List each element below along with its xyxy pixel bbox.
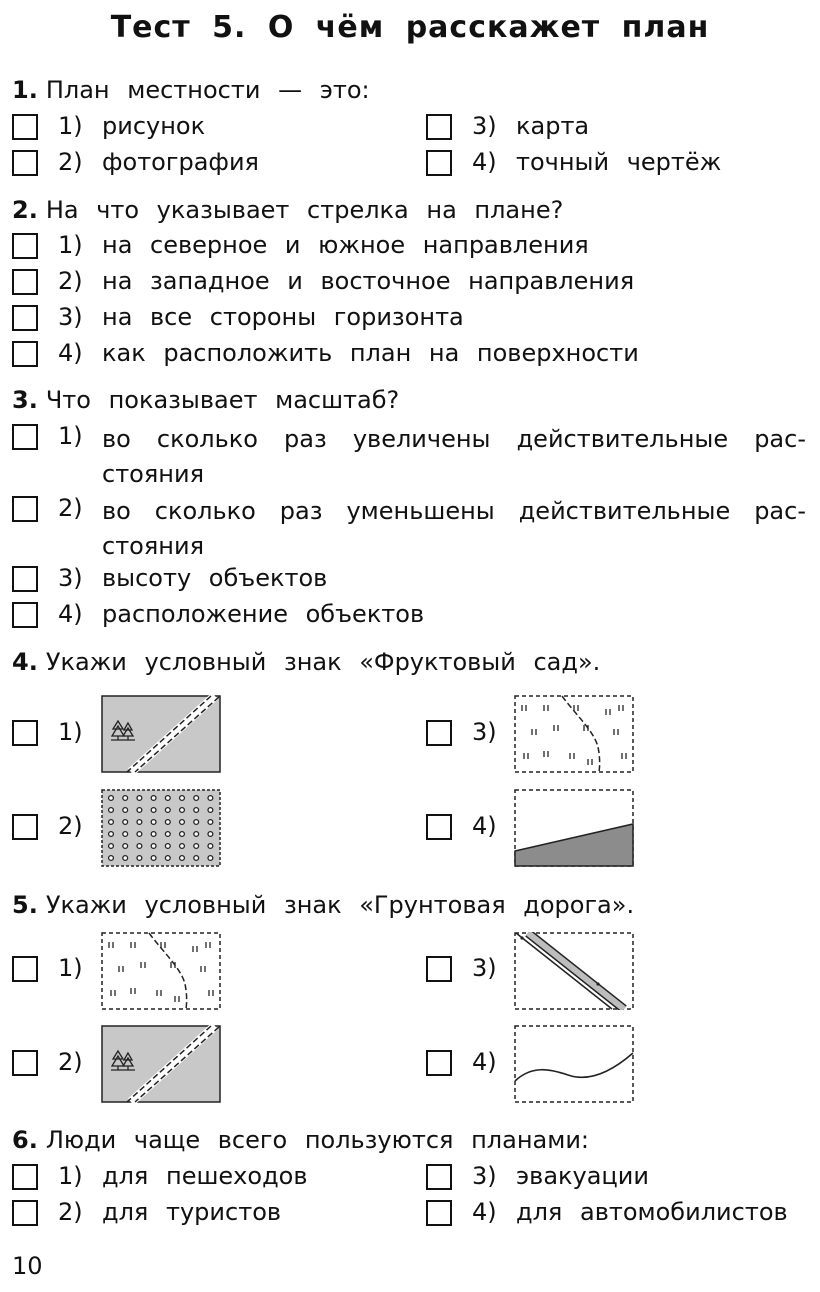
orchard-dot <box>194 832 199 837</box>
question-text: Укажи условный знак «Фруктовый сад». <box>45 648 601 676</box>
q6-option-1-checkbox[interactable] <box>12 1164 38 1190</box>
question-number: 2. <box>12 196 38 224</box>
orchard-dot <box>151 796 156 801</box>
orchard-dot <box>109 832 114 837</box>
railway-symbol[interactable] <box>514 932 634 1010</box>
option-text: для туристов <box>102 1198 282 1226</box>
q4-option-1-checkbox[interactable] <box>12 720 38 746</box>
orchard-dot <box>194 796 199 801</box>
q2-option-1-checkbox[interactable] <box>12 233 38 259</box>
orchard-dot <box>151 808 156 813</box>
option-number: 1) <box>58 231 83 259</box>
question-number: 3. <box>12 386 38 414</box>
option-number: 1) <box>58 954 83 982</box>
option-number: 2) <box>58 267 83 295</box>
q4-option-3-checkbox[interactable] <box>426 720 452 746</box>
option-number: 3) <box>472 718 497 746</box>
question-text: Люди чаще всего пользуются планами: <box>45 1126 590 1154</box>
question-3 <box>12 386 399 414</box>
option-number: 4) <box>58 600 83 628</box>
option-number: 3) <box>58 564 83 592</box>
question-text: Укажи условный знак «Грунтовая дорога». <box>45 891 635 919</box>
option-number: 1) <box>58 112 83 140</box>
orchard-dot <box>123 796 128 801</box>
orchard-dot <box>165 808 170 813</box>
option-number: 4) <box>472 1198 497 1226</box>
orchard-dot <box>123 808 128 813</box>
orchard-dot <box>180 808 185 813</box>
orchard-dot <box>151 820 156 825</box>
option-text: точный чертёж <box>516 148 722 176</box>
question-1 <box>12 76 370 104</box>
slope-symbol[interactable] <box>514 789 634 867</box>
option-number: 1) <box>58 1162 83 1190</box>
orchard-dot <box>151 832 156 837</box>
question-2 <box>12 196 563 224</box>
orchard-dot <box>180 820 185 825</box>
option-text: во сколько раз увеличены действительные расстояния <box>102 425 806 488</box>
option-text: рисунок <box>102 112 206 140</box>
question-number: 5. <box>12 891 38 919</box>
q1-option-3-checkbox[interactable] <box>426 114 452 140</box>
orchard-dot <box>165 820 170 825</box>
question-number: 1. <box>12 76 38 104</box>
option-number: 3) <box>472 1162 497 1190</box>
q3-option-2-checkbox[interactable] <box>12 496 38 522</box>
option-number: 4) <box>472 148 497 176</box>
question-5 <box>12 891 634 919</box>
option-text: для автомобилистов <box>516 1198 788 1226</box>
orchard-dot <box>123 856 128 861</box>
orchard-dot <box>194 856 199 861</box>
orchard-dot <box>208 808 213 813</box>
q5-option-2-checkbox[interactable] <box>12 1050 38 1076</box>
option-text: на северное и южное направления <box>102 231 589 259</box>
forest-road-symbol[interactable] <box>101 695 221 773</box>
orchard-dot <box>123 844 128 849</box>
question-text: На что указывает стрелка на плане? <box>45 196 564 224</box>
orchard-dot <box>137 808 142 813</box>
q6-option-2-checkbox[interactable] <box>12 1200 38 1226</box>
orchard-dot <box>180 832 185 837</box>
orchard-dot <box>194 808 199 813</box>
option-text: как расположить план на поверхности <box>102 339 639 367</box>
q4-option-2-checkbox[interactable] <box>12 814 38 840</box>
question-4 <box>12 648 600 676</box>
option-text: фотография <box>102 148 259 176</box>
orchard-dot <box>165 856 170 861</box>
forest-road-symbol[interactable] <box>101 1025 221 1103</box>
option-number: 2) <box>58 494 83 522</box>
q1-option-1-checkbox[interactable] <box>12 114 38 140</box>
orchard-dot <box>165 796 170 801</box>
orchard-dot <box>208 832 213 837</box>
option-number: 2) <box>58 812 83 840</box>
option-text: на все стороны горизонта <box>102 303 464 331</box>
q3-option-3-checkbox[interactable] <box>12 566 38 592</box>
orchard-dot <box>165 832 170 837</box>
page-title: Тест 5. О чём расскажет план <box>110 10 710 45</box>
orchard-dot <box>123 832 128 837</box>
q1-option-2-checkbox[interactable] <box>12 150 38 176</box>
q2-option-4-checkbox[interactable] <box>12 341 38 367</box>
orchard-dot <box>208 856 213 861</box>
page-number: 10 <box>12 1252 43 1280</box>
q2-option-2-checkbox[interactable] <box>12 269 38 295</box>
option-text: расположение объектов <box>102 600 425 628</box>
option-number: 4) <box>472 812 497 840</box>
orchard-dot <box>208 820 213 825</box>
question-text: Что показывает масштаб? <box>45 386 400 414</box>
option-number: 2) <box>58 1198 83 1226</box>
orchard-dot <box>137 820 142 825</box>
option-number: 4) <box>58 339 83 367</box>
orchard-dot <box>137 832 142 837</box>
orchard-dot <box>151 856 156 861</box>
orchard-dot <box>165 844 170 849</box>
orchard-dot <box>180 844 185 849</box>
question-number: 4. <box>12 648 38 676</box>
option-text: высоту объектов <box>102 564 328 592</box>
orchard-dot <box>208 844 213 849</box>
orchard-dot <box>180 796 185 801</box>
option-number: 2) <box>58 1048 83 1076</box>
orchard-dot <box>109 808 114 813</box>
orchard-dot <box>137 844 142 849</box>
q5-option-4-checkbox[interactable] <box>426 1050 452 1076</box>
orchard-dot <box>123 820 128 825</box>
option-number: 1) <box>58 422 83 450</box>
option-text: карта <box>516 112 590 140</box>
question-text: План местности — это: <box>45 76 370 104</box>
meadow-path-symbol[interactable] <box>101 932 221 1010</box>
question-6 <box>12 1126 589 1154</box>
q4-option-4-checkbox[interactable] <box>426 814 452 840</box>
option-text: для пешеходов <box>102 1162 308 1190</box>
q1-option-4-checkbox[interactable] <box>426 150 452 176</box>
option-number: 3) <box>472 112 497 140</box>
option-number: 1) <box>58 718 83 746</box>
orchard-dot <box>109 844 114 849</box>
meadow-path-symbol[interactable] <box>514 695 634 773</box>
question-number: 6. <box>12 1126 38 1154</box>
option-text: во сколько раз уменьшены действительные расстояния <box>102 497 806 560</box>
q3-option-4-checkbox[interactable] <box>12 602 38 628</box>
orchard-dot <box>109 796 114 801</box>
option-number: 2) <box>58 148 83 176</box>
orchard-dot <box>109 856 114 861</box>
q5-option-1-checkbox[interactable] <box>12 956 38 982</box>
option-number: 3) <box>472 954 497 982</box>
orchard-dot <box>194 844 199 849</box>
orchard-dot <box>180 856 185 861</box>
orchard-dot <box>208 796 213 801</box>
orchard-dot <box>137 856 142 861</box>
river-symbol[interactable] <box>514 1025 634 1103</box>
option-number: 3) <box>58 303 83 331</box>
q3-option-1-checkbox[interactable] <box>12 424 38 450</box>
q2-option-3-checkbox[interactable] <box>12 305 38 331</box>
orchard-dot <box>194 820 199 825</box>
orchard-dot <box>137 796 142 801</box>
option-text: эвакуации <box>516 1162 649 1190</box>
option-number: 4) <box>472 1048 497 1076</box>
option-text: на западное и восточное направления <box>102 267 635 295</box>
orchard-symbol[interactable] <box>101 789 221 867</box>
orchard-dot <box>151 844 156 849</box>
q5-option-3-checkbox[interactable] <box>426 956 452 982</box>
q6-option-4-checkbox[interactable] <box>426 1200 452 1226</box>
orchard-dot <box>109 820 114 825</box>
q6-option-3-checkbox[interactable] <box>426 1164 452 1190</box>
